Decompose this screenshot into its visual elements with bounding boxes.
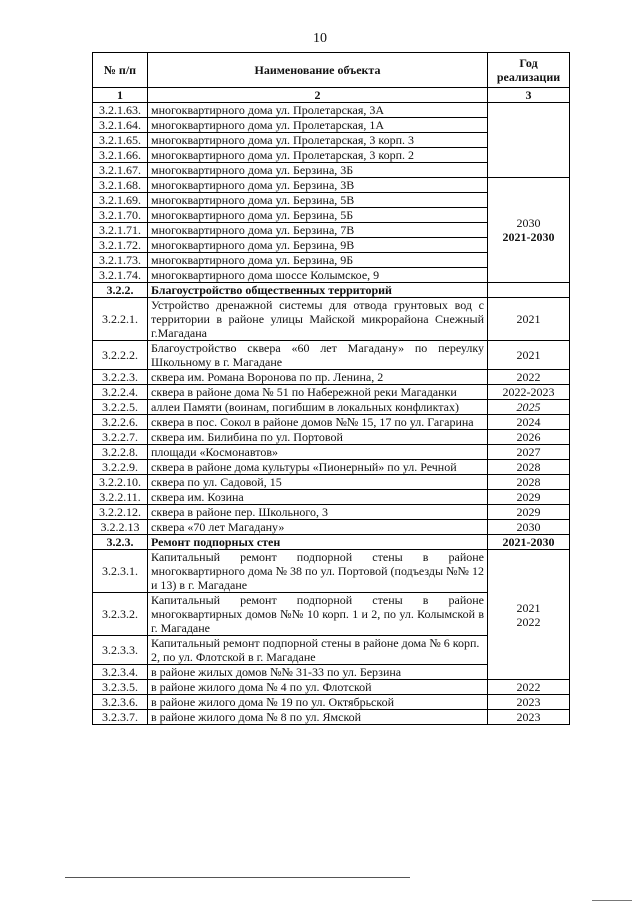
row-number: 3.2.2.13: [93, 520, 148, 535]
object-name: многоквартирного дома ул. Пролетарская, 3 корп. 3: [148, 133, 488, 148]
year-cell: 2029: [488, 505, 570, 520]
object-name: сквера в пос. Сокол в районе домов №№ 15, 17 по ул. Гагарина: [148, 415, 488, 430]
row-number: 3.2.1.69.: [93, 193, 148, 208]
object-name: Капитальный ремонт подпорной стены в районе многоквартирных домов №№ 10 корп. 1 и 2, по ул. Колымской в г. Магадане: [148, 593, 488, 636]
object-name: в районе жилого дома № 4 по ул. Флотской: [148, 680, 488, 695]
table-row: [93, 475, 570, 490]
row-number: 3.2.1.63.: [93, 103, 148, 118]
object-name: сквера «70 лет Магадану»: [148, 520, 488, 535]
row-number: 3.2.2.9.: [93, 460, 148, 475]
object-name: многоквартирного дома ул. Берзина, 3Б: [148, 163, 488, 178]
year-cell: 2022: [488, 370, 570, 385]
header-year: Год реализации: [488, 53, 570, 88]
year-cell: 2026: [488, 430, 570, 445]
row-number: 3.2.2.5.: [93, 400, 148, 415]
row-number: 3.2.2.1.: [93, 298, 148, 341]
table-row: [93, 490, 570, 505]
page-number: 10: [313, 31, 327, 46]
object-name: Капитальный ремонт подпорной стены в районе многоквартирного дома № 38 по ул. Портовой (подъезды №№ 12 и 13) в г. Магадане: [148, 550, 488, 593]
table-row: [93, 298, 570, 341]
row-number: 3.2.2.6.: [93, 415, 148, 430]
object-name: аллеи Памяти (воинам, погибшим в локальных конфликтах): [148, 400, 488, 415]
object-name: Благоустройство сквера «60 лет Магадану» по переулку Школьному в г. Магадане: [148, 341, 488, 370]
header-no: № п/п: [93, 53, 148, 88]
table-row: [93, 370, 570, 385]
row-number: 3.2.3.3.: [93, 636, 148, 665]
table-row: [93, 385, 570, 400]
section-row: [93, 535, 570, 550]
row-number: 3.2.3.5.: [93, 680, 148, 695]
year-cell: 2022-2023: [488, 385, 570, 400]
year-value: 2030: [516, 216, 541, 230]
row-number: 3.2.3.1.: [93, 550, 148, 593]
table-row: [93, 680, 570, 695]
object-name: сквера им. Билибина по ул. Портовой: [148, 430, 488, 445]
table-row: [93, 430, 570, 445]
object-name: многоквартирного дома шоссе Колымское, 9: [148, 268, 488, 283]
row-number: 3.2.2.4.: [93, 385, 148, 400]
object-name: многоквартирного дома ул. Берзина, 9Б: [148, 253, 488, 268]
header-name: Наименование объекта: [148, 53, 488, 88]
table-row: [93, 520, 570, 535]
section-number: 3.2.2.: [93, 283, 148, 298]
table-row: [93, 550, 570, 593]
section-title: Благоустройство общественных территорий: [148, 283, 488, 298]
column-index-row: [93, 88, 570, 103]
year-range: 2021-2030: [502, 230, 555, 244]
column-index: 2: [148, 88, 488, 103]
section-title: Ремонт подпорных стен: [148, 535, 488, 550]
row-number: 3.2.2.2.: [93, 341, 148, 370]
table-row: [93, 178, 570, 193]
object-name: многоквартирного дома ул. Берзина, 5Б: [148, 208, 488, 223]
object-name: многоквартирного дома ул. Берзина, 9В: [148, 238, 488, 253]
object-name: сквера в районе дома № 51 по Набережной реки Магаданки: [148, 385, 488, 400]
object-name: многоквартирного дома ул. Пролетарская, 3 корп. 2: [148, 148, 488, 163]
object-name: сквера им. Романа Воронова по пр. Ленина, 2: [148, 370, 488, 385]
section-row: [93, 283, 570, 298]
year-value: 2021: [516, 600, 541, 615]
object-name: многоквартирного дома ул. Берзина, 7В: [148, 223, 488, 238]
object-name: многоквартирного дома ул. Пролетарская, 1А: [148, 118, 488, 133]
object-name: Капитальный ремонт подпорной стены в районе дома № 6 корп. 2, по ул. Флотской в г. Магадане: [148, 636, 488, 665]
objects-table: [92, 52, 570, 725]
object-name: Устройство дренажной системы для отвода грунтовых вод с территории в районе улицы Майской микрорайона Снежный г.Магадана: [148, 298, 488, 341]
year-cell: 2023: [488, 710, 570, 725]
object-name: сквера по ул. Садовой, 15: [148, 475, 488, 490]
year-cell: 2027: [488, 445, 570, 460]
table-row: [93, 400, 570, 415]
year-cell: 2028: [488, 460, 570, 475]
row-number: 3.2.3.6.: [93, 695, 148, 710]
row-number: 3.2.2.10.: [93, 475, 148, 490]
row-number: 3.2.2.11.: [93, 490, 148, 505]
row-number: 3.2.1.71.: [93, 223, 148, 238]
section-number: 3.2.3.: [93, 535, 148, 550]
year-cell: 2021: [488, 341, 570, 370]
row-number: 3.2.2.12.: [93, 505, 148, 520]
row-number: 3.2.1.72.: [93, 238, 148, 253]
year-cell: 2030: [488, 520, 570, 535]
object-name: в районе жилого дома № 8 по ул. Ямской: [148, 710, 488, 725]
merged-year-cell: [488, 178, 570, 283]
year-value: 2022: [516, 614, 541, 629]
section-year: 2021-2030: [488, 535, 570, 550]
table-row: [93, 460, 570, 475]
year-cell: 2029: [488, 490, 570, 505]
year-cell: 2025: [488, 400, 570, 415]
table-row: [93, 695, 570, 710]
object-name: многоквартирного дома ул. Пролетарская, 3А: [148, 103, 488, 118]
object-name: сквера в районе пер. Школьного, 3: [148, 505, 488, 520]
table-header-row: [93, 53, 570, 88]
row-number: 3.2.1.64.: [93, 118, 148, 133]
table-row: [93, 103, 570, 118]
year-cell: 2021: [488, 298, 570, 341]
row-number: 3.2.3.4.: [93, 665, 148, 680]
table-row: [93, 415, 570, 430]
column-index: 1: [93, 88, 148, 103]
object-name: многоквартирного дома ул. Берзина, 5В: [148, 193, 488, 208]
object-name: многоквартирного дома ул. Берзина, 3В: [148, 178, 488, 193]
row-number: 3.2.1.66.: [93, 148, 148, 163]
row-number: 3.2.2.7.: [93, 430, 148, 445]
footer-divider: [65, 877, 410, 878]
row-number: 3.2.2.3.: [93, 370, 148, 385]
row-number: 3.2.3.2.: [93, 593, 148, 636]
object-name: площади «Космонавтов»: [148, 445, 488, 460]
object-name: сквера в районе дома культуры «Пионерный» по ул. Речной: [148, 460, 488, 475]
row-number: 3.2.1.67.: [93, 163, 148, 178]
year-cell: 2024: [488, 415, 570, 430]
row-number: 3.2.2.8.: [93, 445, 148, 460]
year-cell: 2028: [488, 475, 570, 490]
column-index: 3: [488, 88, 570, 103]
object-name: сквера им. Козина: [148, 490, 488, 505]
table-row: [93, 445, 570, 460]
year-cell: 2023: [488, 695, 570, 710]
year-cell-empty: [488, 283, 570, 298]
table-row: [93, 710, 570, 725]
year-cell-empty: [488, 103, 570, 178]
table-row: [93, 341, 570, 370]
object-name: в районе жилых домов №№ 31-33 по ул. Берзина: [148, 665, 488, 680]
row-number: 3.2.1.73.: [93, 253, 148, 268]
row-number: 3.2.3.7.: [93, 710, 148, 725]
merged-year-cell: [488, 550, 570, 680]
object-name: в районе жилого дома № 19 по ул. Октябрьской: [148, 695, 488, 710]
row-number: 3.2.1.70.: [93, 208, 148, 223]
table-row: [93, 505, 570, 520]
row-number: 3.2.1.74.: [93, 268, 148, 283]
year-cell: 2022: [488, 680, 570, 695]
corner-mark: [592, 900, 632, 901]
row-number: 3.2.1.65.: [93, 133, 148, 148]
row-number: 3.2.1.68.: [93, 178, 148, 193]
